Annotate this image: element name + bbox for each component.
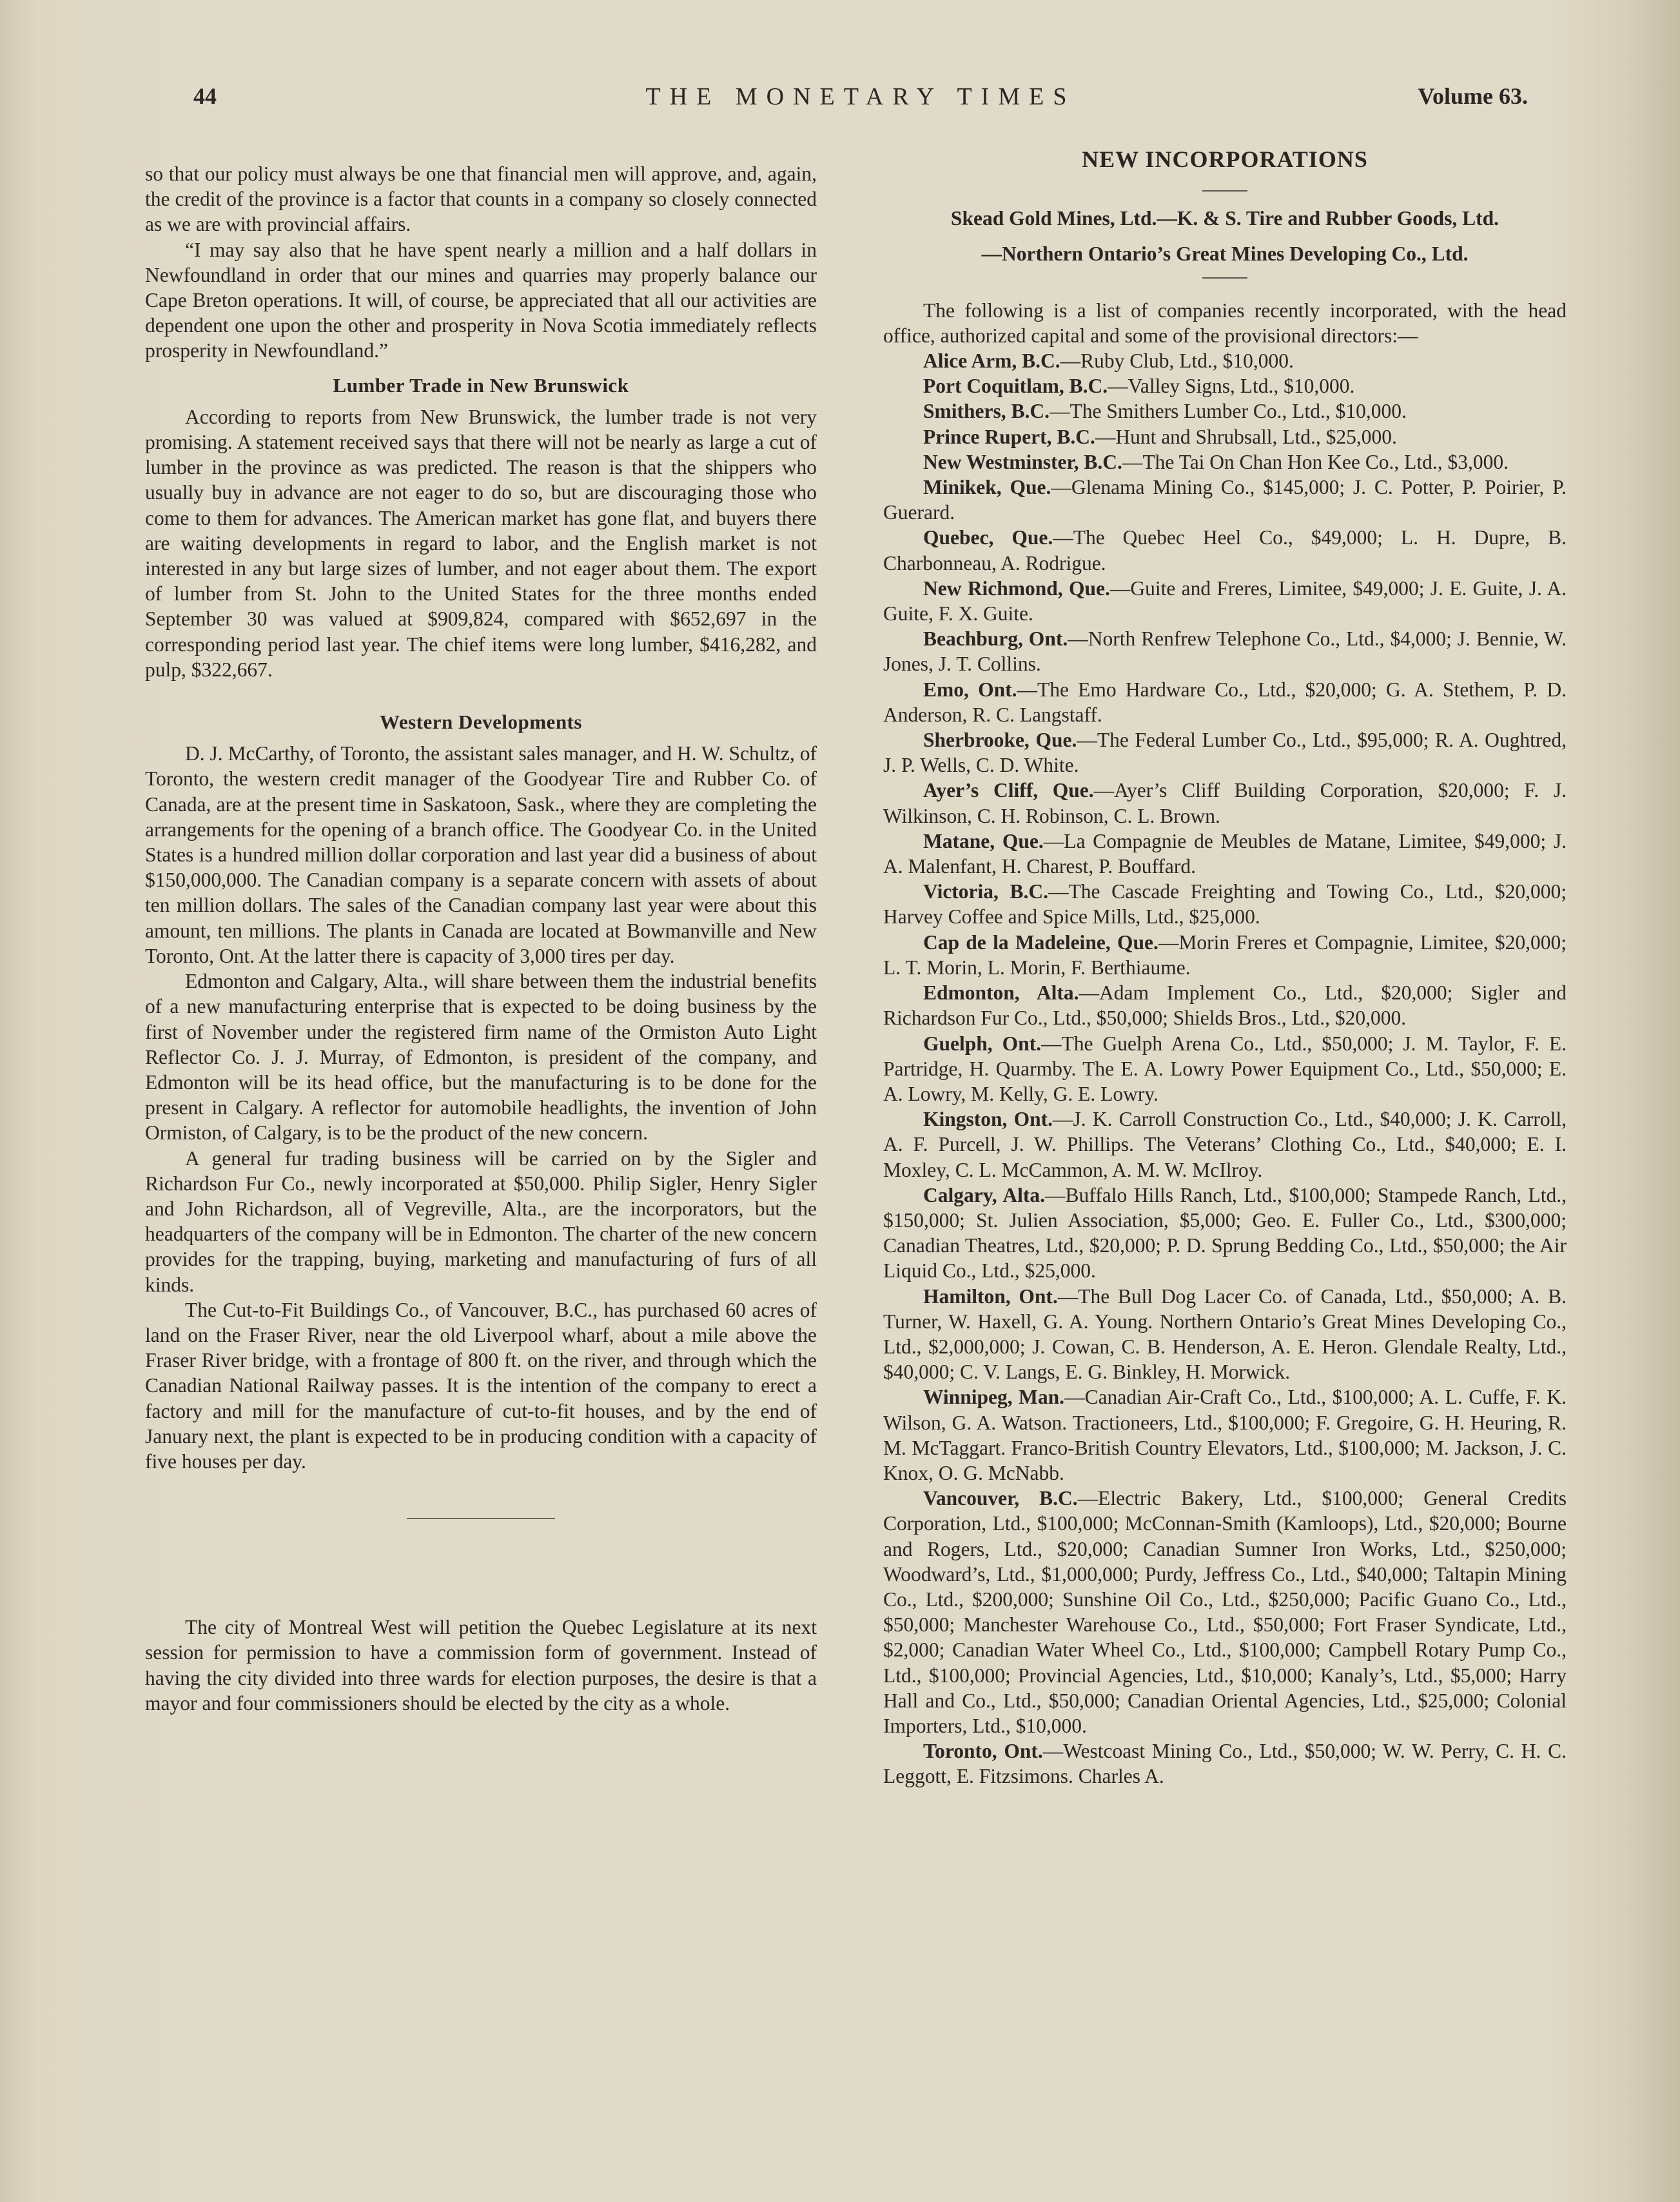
paragraph: The Cut-to-Fit Buildings Co., of Vancouver, B.C., has purchased 60 acres of land on the Fraser River, near the old Liverpool wharf, about a mile above the Fraser River bridge, with a frontage of 800 ft. on the river, and through which the Canadian National Railway passes. It is the intention of the company to erect a factory and mill for the manufacture of cut-to-fit houses, and by the end of January next, the plant is expected to be in producing condition with a capacity of five houses per day. bbox=[145, 1298, 817, 1473]
entry-details: —Hunt and Shrubsall, Ltd., $25,000. bbox=[1095, 425, 1397, 448]
entry-location: Toronto, Ont. bbox=[923, 1740, 1043, 1763]
incorporation-entry bbox=[883, 1183, 1567, 1284]
divider-rule bbox=[407, 1518, 555, 1519]
entry-location: Hamilton, Ont. bbox=[923, 1284, 1058, 1308]
paragraph: so that our policy must always be one that financial men will approve, and, again, the credit of the province is a factor that counts in a company so closely connected as we are with provincial affairs. bbox=[145, 162, 817, 236]
entry-location: Port Coquitlam, B.C. bbox=[923, 375, 1108, 398]
entry-details: —The Tai On Chan Hon Kee Co., Ltd., $3,000. bbox=[1122, 450, 1509, 473]
incorporation-entry bbox=[883, 398, 1567, 424]
paragraph: The city of Montreal West will petition the Quebec Legislature at its next session for permission to have a commission form of government. Instead of having the city divided into three wards for election purposes, the desire is that a mayor and four commissioners should be elected by the city as a whole. bbox=[145, 1616, 817, 1715]
incorporation-entry bbox=[883, 980, 1567, 1030]
entry-details: —The Emo Hardware Co., Ltd., $20,000; G. A. Stethem, P. D. Anderson, R. C. Langstaff. bbox=[883, 678, 1567, 726]
section-heading-western: Western Developments bbox=[380, 711, 582, 734]
entry-location: Emo, Ont. bbox=[923, 678, 1017, 701]
section-heading-incorporations: NEW INCORPORATIONS bbox=[1082, 146, 1368, 172]
incorporation-entry bbox=[883, 449, 1567, 475]
entry-details: —Valley Signs, Ltd., $10,000. bbox=[1108, 375, 1355, 398]
entry-location: Vancouver, B.C. bbox=[923, 1487, 1078, 1510]
entry-location: Smithers, B.C. bbox=[923, 400, 1050, 423]
entry-location: Victoria, B.C. bbox=[923, 880, 1049, 903]
page-number: 44 bbox=[193, 83, 217, 109]
incorporation-entry bbox=[883, 778, 1567, 828]
subtitle-line: —Northern Ontario’s Great Mines Developing Co., Ltd. bbox=[981, 242, 1469, 266]
incorporation-entry bbox=[883, 626, 1567, 676]
entry-location: Alice Arm, B.C. bbox=[923, 349, 1060, 373]
entry-location: Calgary, Alta. bbox=[923, 1183, 1046, 1206]
paragraph: According to reports from New Brunswick, the lumber trade is not very promising. A statement received says that there will not be nearly as large a cut of lumber in the province as was predicted. The reason is that the shippers who usually buy in advance are not eager to do so, but are discouraging those who come to them for advances. The American market has gone flat, and buyers there are waiting developments in regard to labor, and the English market is not interested in any but large sizes of lumber, and not eager about them. The export of lumber from St. John to the United States for the three months ended September 30 was valued at $909,824, compared with $652,697 in the corresponding period last year. The chief items were long lumber, $416,282, and pulp, $322,667. bbox=[145, 405, 817, 681]
incorporation-entry bbox=[883, 1384, 1567, 1486]
entry-location: Beachburg, Ont. bbox=[923, 627, 1068, 651]
entry-details: —Glenama Mining Co., $145,000; J. C. Potter, P. Poirier, P. Guerard. bbox=[883, 476, 1567, 524]
masthead-title: THE MONETARY TIMES bbox=[645, 83, 1076, 110]
incorporation-entry bbox=[883, 1106, 1567, 1183]
entry-details: —Morin Freres et Compagnie, Limitee, $20,000; L. T. Morin, L. Morin, F. Berthiaume. bbox=[883, 930, 1567, 979]
paragraph: Edmonton and Calgary, Alta., will share between them the industrial benefits of a new manufacturing enterprise that is expected to be doing business by the first of November under the registered firm name of the Ormiston Auto Light Reflector Co. J. J. Murray, of Edmonton, is president of the company, and Edmonton will be its head office, but the manufacturing is to be done for the present in Calgary. A reflector for automobile headlights, the invention of John Ormiston, of Calgary, is to be the product of the new concern. bbox=[145, 970, 817, 1145]
incorporations-list bbox=[883, 348, 1567, 1789]
intro-paragraph: The following is a list of companies recently incorporated, with the head office, authorized capital and some of the provisional directors:— bbox=[883, 299, 1567, 347]
entry-details: —The Federal Lumber Co., Ltd., $95,000; R. A. Oughtred, J. P. Wells, C. D. White. bbox=[883, 729, 1567, 777]
entry-details: —The Guelph Arena Co., Ltd., $50,000; J. M. Taylor, F. E. Partridge, H. Quarmby. The E. A. Lowry Power Equipment Co., Ltd., $50,000; E. A. Lowry, M. Kelly, G. E. Lowry. bbox=[883, 1032, 1567, 1105]
entry-details: —The Bull Dog Lacer Co. of Canada, Ltd., $50,000; A. B. Turner, W. Haxell, G. A. Young. Northern Ontario’s Great Mines Developing Co., Ltd., $2,000,000; J. Cowan, C. B. Henderson, A. E. Heron. Glendale Realty, Ltd., $40,000; C. V. Langs, E. G. Binkley, H. Morwick. bbox=[883, 1284, 1567, 1384]
right-column bbox=[883, 147, 1567, 1789]
short-rule bbox=[1202, 190, 1247, 192]
entry-details: —Buffalo Hills Ranch, Ltd., $100,000; Stampede Ranch, Ltd., $150,000; St. Julien Association, $5,000; Geo. E. Fuller Co., Ltd., $300,000; Canadian Theatres, Ltd., $20,000; P. D. Sprung Bedding Co., Ltd., $50,000; the Air Liquid Co., Ltd., $25,000. bbox=[883, 1183, 1567, 1283]
incorporation-entry bbox=[883, 348, 1567, 373]
entry-location: Winnipeg, Man. bbox=[923, 1386, 1065, 1409]
volume-label: Volume 63. bbox=[1418, 83, 1528, 109]
entry-details: —Ayer’s Cliff Building Corporation, $20,000; F. J. Wilkinson, C. H. Robinson, C. L. Brown. bbox=[883, 779, 1567, 827]
entry-details: —Adam Implement Co., Ltd., $20,000; Sigler and Richardson Fur Co., Ltd., $50,000; Shields Bros., Ltd., $20,000. bbox=[883, 981, 1567, 1030]
incorporation-entry bbox=[883, 677, 1567, 727]
entry-location: Minikek, Que. bbox=[923, 476, 1051, 499]
paragraph: D. J. McCarthy, of Toronto, the assistant sales manager, and H. W. Schultz, of Toronto, the western credit manager of the Goodyear Tire and Rubber Co. of Canada, are at the present time in Saskatoon, Sask., where they are completing the arrangements for the opening of a branch office. The Goodyear Co. in the United States is a hundred million dollar corporation and last year did a business of about $150,000,000. The Canadian company is a separate concern with assets of about ten million dollars. The sales of the Canadian company last year were about this amount, ten millions. The plants in Canada are located at Bowmanville and New Toronto, Ont. At the latter there is capacity of 3,000 tires per day. bbox=[145, 742, 817, 967]
left-column bbox=[145, 161, 817, 1716]
entry-details: —Electric Bakery, Ltd., $100,000; General Credits Corporation, Ltd., $100,000; McConnan-Smith (Kamloops), Ltd., $20,000; Bourne and Rogers, Ltd., $20,000; Canadian Sumner Iron Works, Ltd., $250,000; Woodward’s, Ltd., $1,000,000; Purdy, Jeffress Co., Ltd., $40,000; Taltapin Mining Co., Ltd., $200,000; Sunshine Oil Co., Ltd., $250,000; Pacific Guano Co., Ltd., $50,000; Manchester Warehouse Co., Ltd., $50,000; Fort Fraser Syndicate, Ltd., $2,000; Canadian Water Wheel Co., Ltd., $100,000; Campbell Rotary Pump Co., Ltd., $100,000; Provincial Agencies, Ltd., $10,000; Kanaly’s, Ltd., $5,000; Harry Hall and Co., Ltd., $50,000; Canadian Oriental Agencies, Ltd., $25,000; Colonial Importers, Ltd., $10,000. bbox=[883, 1487, 1567, 1737]
incorporation-entry bbox=[883, 1738, 1567, 1789]
entry-details: —Westcoast Mining Co., Ltd., $50,000; W. W. Perry, C. H. C. Leggott, E. Fitzsimons. Charles A. bbox=[883, 1740, 1567, 1788]
subtitle-line: Skead Gold Mines, Ltd.—K. & S. Tire and Rubber Goods, Ltd. bbox=[950, 207, 1499, 230]
entry-location: Kingston, Ont. bbox=[923, 1108, 1053, 1131]
entry-location: Sherbrooke, Que. bbox=[923, 729, 1077, 752]
entry-details: —La Compagnie de Meubles de Matane, Limitee, $49,000; J. A. Malenfant, H. Charest, P. Bouffard. bbox=[883, 829, 1567, 878]
entry-location: Ayer’s Cliff, Que. bbox=[923, 779, 1094, 802]
entry-location: Guelph, Ont. bbox=[923, 1032, 1042, 1055]
incorporation-entry bbox=[883, 727, 1567, 778]
incorporation-entry bbox=[883, 1486, 1567, 1738]
incorporation-entry bbox=[883, 576, 1567, 626]
entry-location: Prince Rupert, B.C. bbox=[923, 425, 1095, 448]
incorporation-entry bbox=[883, 475, 1567, 525]
entry-location: Cap de la Madeleine, Que. bbox=[923, 930, 1158, 954]
incorporation-entry bbox=[883, 1284, 1567, 1385]
entry-location: Quebec, Que. bbox=[923, 526, 1053, 549]
section-heading-lumber: Lumber Trade in New Brunswick bbox=[333, 373, 629, 397]
entry-details: —J. K. Carroll Construction Co., Ltd., $40,000; J. K. Carroll, A. F. Purcell, J. W. Phillips. The Veterans’ Clothing Co., Ltd., $40,000; E. I. Moxley, C. L. McCammon, A. M. W. McIlroy. bbox=[883, 1108, 1567, 1181]
entry-details: —The Smithers Lumber Co., Ltd., $10,000. bbox=[1050, 400, 1407, 423]
entry-details: —Guite and Freres, Limitee, $49,000; J. E. Guite, J. A. Guite, F. X. Guite. bbox=[883, 576, 1567, 625]
entry-details: —The Quebec Heel Co., $49,000; L. H. Dupre, B. Charbonneau, A. Rodrigue. bbox=[883, 526, 1567, 575]
paragraph: A general fur trading business will be carried on by the Sigler and Richardson Fur Co., newly incorporated at $50,000. Philip Sigler, Henry Sigler and John Richardson, all of Vegreville, Alta., are the incorporators, but the headquarters of the company will be in Edmonton. The charter of the new concern provides for the trapping, buying, marketing and manufacturing of furs of all kinds. bbox=[145, 1146, 817, 1296]
short-rule bbox=[1202, 277, 1247, 279]
incorporation-entry bbox=[883, 1031, 1567, 1107]
entry-location: New Westminster, B.C. bbox=[923, 450, 1122, 473]
incorporation-entry bbox=[883, 525, 1567, 575]
entry-location: New Richmond, Que. bbox=[923, 576, 1110, 600]
page-header bbox=[193, 83, 1528, 121]
entry-details: —Canadian Air-Craft Co., Ltd., $100,000; A. L. Cuffe, F. K. Wilson, G. A. Watson. Tractioneers, Ltd., $100,000; F. Gregoire, G. H. Heuring, R. M. McTaggart. Franco-British Country Elevators, Ltd., $100,000; M. Jackson, J. C. Knox, O. G. McNabb. bbox=[883, 1386, 1567, 1484]
incorporation-entry bbox=[883, 424, 1567, 449]
incorporation-entry bbox=[883, 930, 1567, 980]
entry-details: —Ruby Club, Ltd., $10,000. bbox=[1060, 349, 1294, 373]
incorporation-entry bbox=[883, 373, 1567, 398]
entry-location: Matane, Que. bbox=[923, 829, 1044, 852]
entry-details: —North Renfrew Telephone Co., Ltd., $4,000; J. Bennie, W. Jones, J. T. Collins. bbox=[883, 627, 1567, 676]
paragraph: “I may say also that he have spent nearly a million and a half dollars in Newfoundland in order that our mines and quarries may properly balance our Cape Breton operations. It will, of course, be appreciated that all our activities are dependent one upon the other and prosperity in Nova Scotia immediately reflects prosperity in Newfoundland.” bbox=[145, 238, 817, 362]
entry-location: Edmonton, Alta. bbox=[923, 981, 1079, 1005]
entry-details: —The Cascade Freighting and Towing Co., Ltd., $20,000; Harvey Coffee and Spice Mills, Ltd., $25,000. bbox=[883, 880, 1567, 929]
incorporation-entry bbox=[883, 829, 1567, 879]
incorporation-entry bbox=[883, 879, 1567, 929]
